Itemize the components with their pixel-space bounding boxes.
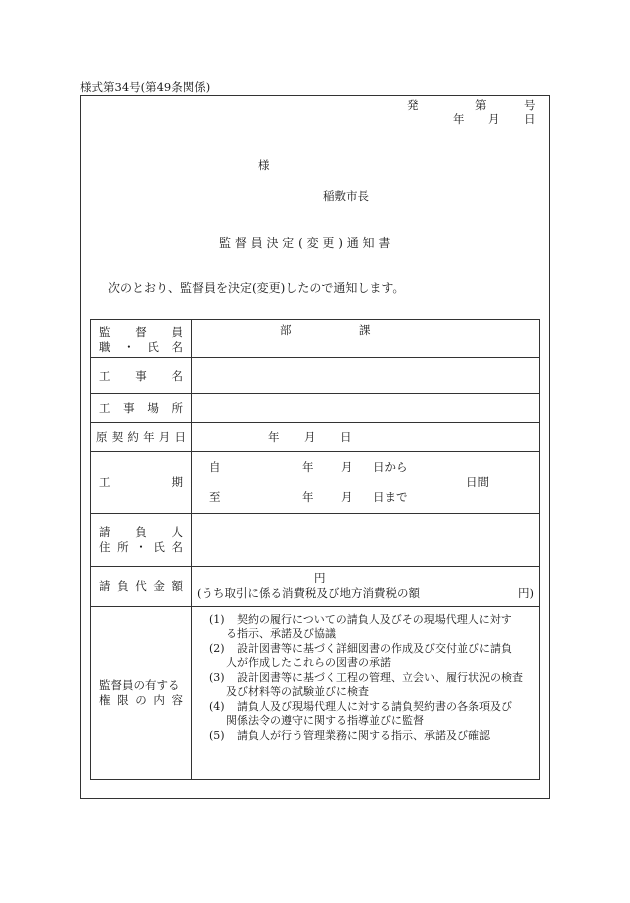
authority-item-number: (5) [209,729,225,742]
list-item [209,729,539,743]
label-char: 日 [174,430,186,444]
contract-year-char: 年 [268,430,280,444]
label-char: 名 [171,339,183,354]
supervisor-label-cell [91,320,192,358]
label-char: 請 [99,579,111,593]
form-number-label: 様式第34号(第49条関係) [80,80,211,94]
label-char: 約 [127,430,139,444]
period-days-suffix: 日間 [466,475,489,489]
label-char: の [135,692,147,707]
authority-item-number: (1) [209,613,225,626]
project-site-label-cell [91,394,192,423]
tax-amount-text: (うち取引に係る消費税及び地方消費税の額 [197,586,420,600]
table-row-project-site [91,394,540,423]
period-value-cell[interactable] [192,452,540,514]
label-char: 所 [117,539,129,554]
authority-label-line1: 監督員の有する [99,678,180,692]
amount-yen-char: 円 [314,571,326,585]
label-char: 原 [96,430,108,444]
label-char: 契 [111,430,124,444]
supervisor-value-cell[interactable] [192,320,540,358]
issuer-name: 稲敷市長 [323,189,369,203]
table-row-contract-date [91,423,540,452]
table-row-contract-amount [91,567,540,607]
label-char: 氏 [153,539,165,554]
project-site-value-cell[interactable] [192,394,540,423]
label-char: 工 [99,369,111,383]
label-char: 氏 [147,339,159,354]
label-char: 名 [171,369,183,383]
authority-value-cell [192,607,540,780]
label-char: 場 [147,401,159,415]
table-row-period [91,452,540,514]
label-char: 負 [135,525,147,539]
table-row-authority [91,607,540,780]
issue-char-go: 号 [524,98,536,112]
section-char: 課 [359,323,371,337]
intro-text: 次のとおり、監督員を決定(変更)したので通知します。 [108,281,405,295]
contractor-label-cell [91,514,192,567]
authority-label-cell [91,607,192,780]
info-table [90,319,540,780]
label-char: 金 [153,579,165,593]
contractor-value-cell[interactable] [192,514,540,567]
issue-char-hatsu: 発 [407,98,419,112]
label-char: 年 [143,430,155,444]
list-item [209,671,539,699]
contract-day-char: 日 [340,430,352,444]
period-from-suffix: 日から [373,460,408,474]
label-char: 期 [171,475,183,489]
authority-item-text: 設計図書等に基づく詳細図書の作成及び交付並びに請負 [237,642,512,655]
label-char: 人 [171,525,183,539]
period-from-year: 年 [302,460,314,474]
label-char: 事 [135,369,147,383]
table-row-contractor [91,514,540,567]
label-char: ・ [135,539,147,554]
label-char: 事 [123,401,135,415]
date-day-char: 日 [524,112,536,126]
period-from-prefix: 自 [209,460,221,474]
project-name-label-cell [91,358,192,394]
document-title: 監 督 員 決 定 ( 変 更 ) 通 知 書 [219,236,391,250]
label-char: 工 [99,475,111,489]
list-item [209,613,539,641]
authority-item-number: (4) [209,700,225,713]
contract-date-value-cell[interactable] [192,423,540,452]
date-month-char: 月 [488,112,500,126]
label-char: 容 [171,692,183,707]
label-char: 監 [99,325,111,339]
period-to-year: 年 [302,490,314,504]
label-char: 名 [171,539,183,554]
authority-item-text: 請負人が行う管理業務に関する指示、承諾及び確認 [237,729,490,742]
authority-item-text: 設計図書等に基づく工程の管理、立会い、履行状況の検査 [237,671,523,684]
label-char: 請 [99,525,111,539]
label-char: 内 [153,692,165,707]
list-item [209,642,539,670]
contract-amount-value-cell[interactable] [192,567,540,607]
label-char: ・ [123,339,135,354]
label-char: 所 [171,401,183,415]
table-row-supervisor [91,320,540,358]
addressee-suffix: 様 [258,158,270,172]
authority-item-number: (3) [209,671,225,684]
authority-item-continuation: る指示、承諾及び協議 [226,627,336,640]
period-to-suffix: 日まで [373,490,408,504]
authority-item-text: 契約の履行についての請負人及びその現場代理人に対す [237,613,512,626]
contract-date-label-cell [91,423,192,452]
label-char: 工 [99,401,111,415]
period-from-month: 月 [341,460,353,474]
authority-item-continuation: 及び材料等の試験並びに検査 [226,685,369,698]
label-char: 職 [99,339,111,354]
label-char: 負 [117,579,129,593]
label-char: 権 [99,692,111,707]
list-item [209,700,539,728]
label-char: 員 [171,325,183,339]
tax-yen-suffix: 円) [518,586,534,600]
label-char: 限 [117,692,129,707]
label-char: 住 [99,539,111,554]
period-to-month: 月 [341,490,353,504]
label-char: 月 [158,430,171,444]
date-year-char: 年 [453,112,465,126]
project-name-value-cell[interactable] [192,358,540,394]
authority-item-continuation: 関係法令の遵守に関する指導並びに監督 [226,714,424,727]
contract-month-char: 月 [304,430,316,444]
period-label-cell [91,452,192,514]
authority-list [192,607,539,743]
period-to-prefix: 至 [209,490,221,504]
contract-amount-label-cell [91,567,192,607]
label-char: 督 [135,325,147,339]
authority-item-text: 請負人及び現場代理人に対する請負契約書の各条項及び [237,700,512,713]
issue-char-dai: 第 [475,98,487,112]
authority-item-number: (2) [209,642,225,655]
authority-item-continuation: 人が作成したこれらの図書の承諾 [226,656,391,669]
dept-char: 部 [280,323,292,337]
label-char: 代 [135,579,147,593]
label-char: 額 [171,579,183,593]
table-row-project-name [91,358,540,394]
